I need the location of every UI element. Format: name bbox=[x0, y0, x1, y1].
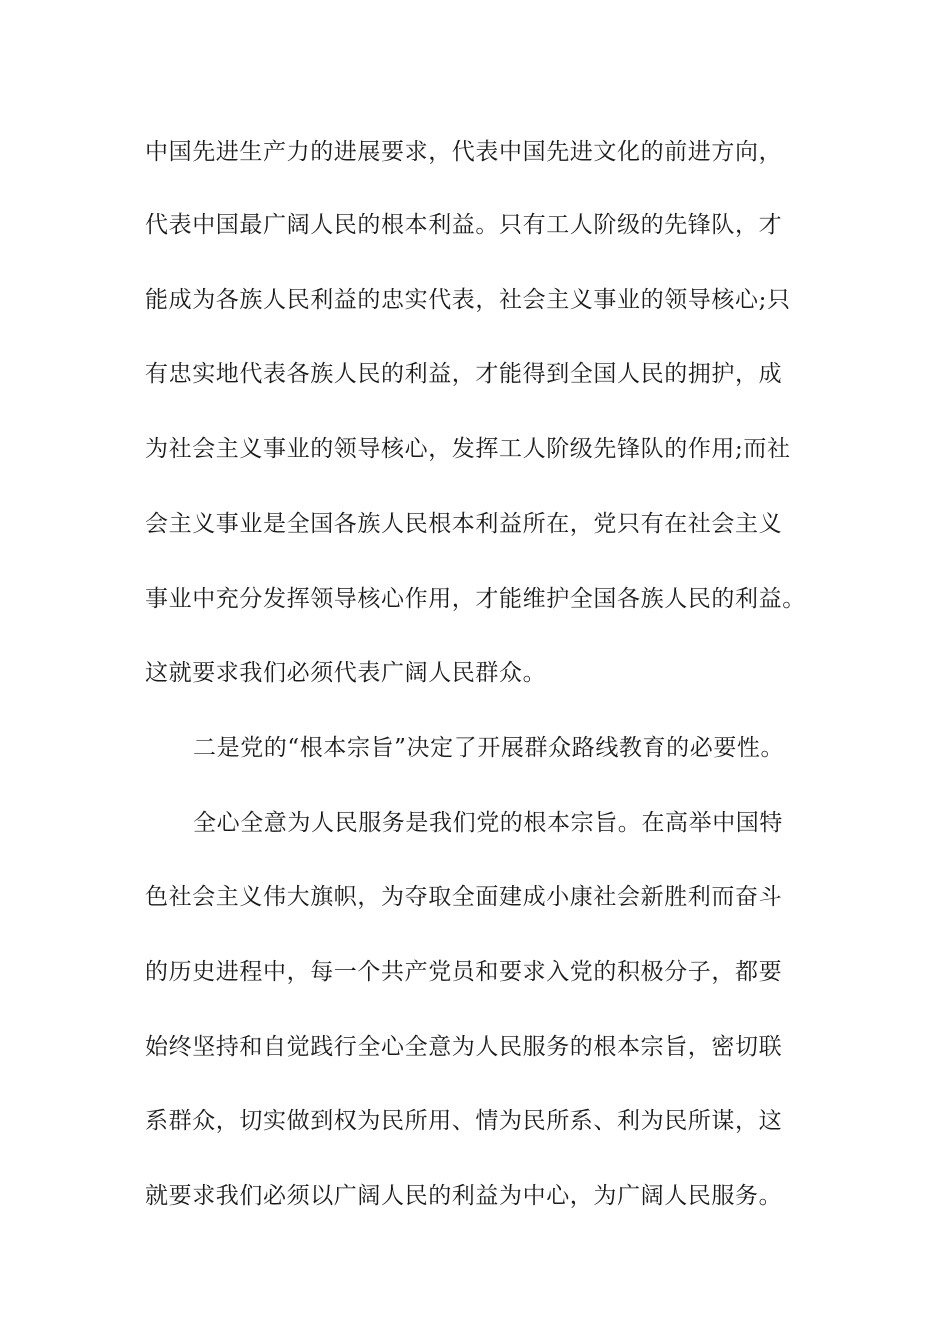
text-line: 系群众，切实做到权为民所用、情为民所系、利为民所谋，这 bbox=[145, 1108, 783, 1134]
paragraph-heading: 二是党的“根本宗旨”决定了开展群众路线教育的必要性。 bbox=[193, 735, 785, 761]
text-line: 代表中国最广阔人民的根本利益。只有工人阶级的先锋队，才 bbox=[145, 212, 783, 238]
text-line: 有忠实地代表各族人民的利益，才能得到全国人民的拥护，成 bbox=[145, 361, 783, 387]
text-line: 就要求我们必须以广阔人民的利益为中心，为广阔人民服务。 bbox=[145, 1183, 783, 1209]
text-line: 全心全意为人民服务是我们党的根本宗旨。在高举中国特 bbox=[193, 810, 783, 836]
text-line: 会主义事业是全国各族人民根本利益所在，党只有在社会主义 bbox=[145, 511, 783, 537]
text-line: 为社会主义事业的领导核心，发挥工人阶级先锋队的作用;而社 bbox=[145, 436, 791, 462]
text-line: 这就要求我们必须代表广阔人民群众。 bbox=[145, 660, 547, 686]
text-line: 事业中充分发挥领导核心作用，才能维护全国各族人民的利益。 bbox=[145, 586, 806, 612]
text-line: 的历史进程中，每一个共产党员和要求入党的积极分子，都要 bbox=[145, 959, 783, 985]
text-line: 色社会主义伟大旗帜，为夺取全面建成小康社会新胜利而奋斗 bbox=[145, 884, 783, 910]
text-line: 能成为各族人民利益的忠实代表，社会主义事业的领导核心;只 bbox=[145, 287, 791, 313]
text-line: 中国先进生产力的进展要求，代表中国先进文化的前进方向， bbox=[145, 139, 783, 165]
text-line: 始终坚持和自觉践行全心全意为人民服务的根本宗旨，密切联 bbox=[145, 1034, 783, 1060]
